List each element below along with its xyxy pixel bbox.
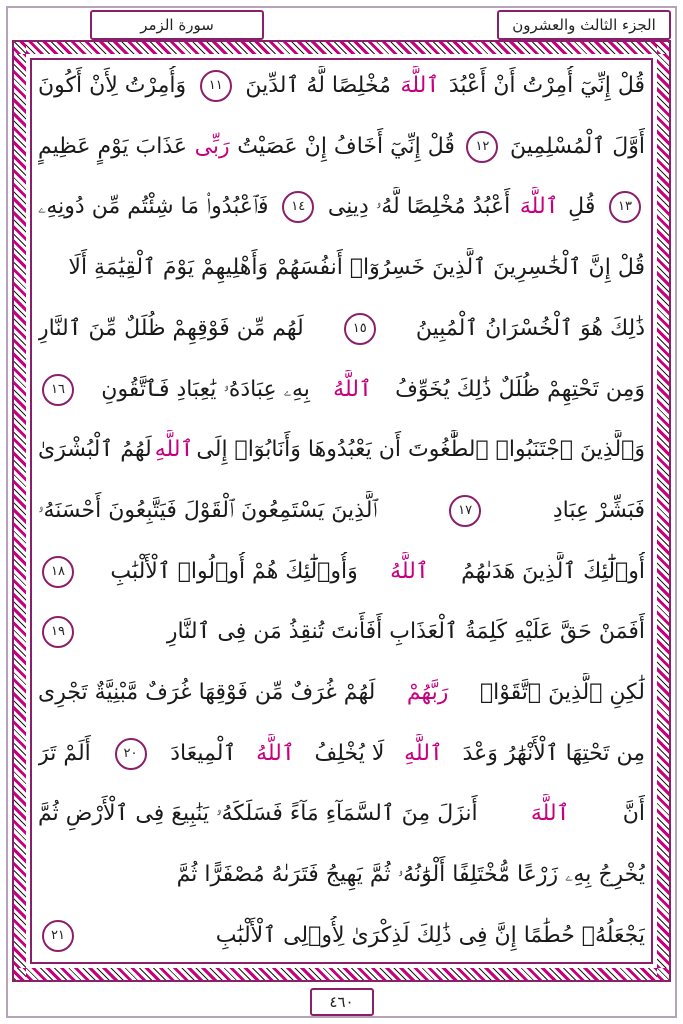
verse-text: فَٱعْبُدُوا۟ مَا شِئْتُم مِّن دُونِهِۦ bbox=[38, 194, 269, 220]
text-line bbox=[38, 309, 645, 349]
verse-text: ٱلَّذِينَ يَسْتَمِعُونَ ٱلْقَوْلَ فَيَتَّبِعُونَ أَحْسَنَهُۥ bbox=[38, 497, 378, 523]
verse-text: قُلْ إِنِّيٓ أَخَافُ إِنْ عَصَيْتُ bbox=[237, 133, 455, 159]
verse-text: مُخْلِصًا لَّهُ ٱلدِّينَ bbox=[245, 73, 391, 98]
verse-text: قُلْ إِنَّ ٱلْخَٰسِرِينَ ٱلَّذِينَ خَسِرُوٓا۟ أَنفُسَهُمْ وَأَهْلِيهِمْ يَوْمَ ٱلْقِيَٰمَةِ أَلَا bbox=[68, 255, 645, 281]
verse-text: عَذَابَ يَوْمٍ عَظِيمٍ bbox=[38, 133, 188, 159]
verse-text: لَٰكِنِ ٱلَّذِينَ ٱتَّقَوْا۟ bbox=[479, 680, 645, 706]
ayah-number-marker: ٢١ bbox=[42, 920, 74, 952]
text-line bbox=[38, 187, 645, 227]
divine-name-highlight: ٱللَّهِ bbox=[154, 437, 194, 463]
verse-text: وَأُو۟لَٰٓئِكَ هُمْ أُو۟لُوا۟ ٱلْأَلْبَٰبِ bbox=[110, 558, 358, 584]
surah-label-text: سورة الزمر bbox=[140, 16, 214, 34]
verse-text: أَلَمْ تَرَ bbox=[38, 740, 91, 766]
verse-text: فَبَشِّرْ عِبَادِ bbox=[552, 497, 645, 523]
text-line bbox=[38, 916, 645, 956]
ayah-number-marker: ١٤ bbox=[282, 191, 314, 223]
verse-text: يُخْرِجُ بِهِۦ زَرْعًا مُّخْتَلِفًا أَلْوَٰنُهُۥ ثُمَّ يَهِيجُ فَتَرَىٰهُ مُصْفَرًّا ثُمَّ bbox=[176, 862, 645, 888]
text-line bbox=[38, 855, 645, 895]
verse-text: أَفَمَنْ حَقَّ عَلَيْهِ كَلِمَةُ ٱلْعَذَابِ أَفَأَنتَ تُنقِذُ مَن فِى ٱلنَّارِ bbox=[166, 619, 645, 645]
verse-text: قُلِ bbox=[568, 194, 596, 220]
verse-text: يَجْعَلُهُۥ حُطَٰمًا إِنَّ فِى ذَٰلِكَ لَذِكْرَىٰ لِأُو۟لِى ٱلْأَلْبَٰبِ bbox=[215, 922, 645, 948]
ayah-number-marker: ١٢ bbox=[466, 131, 498, 163]
text-line bbox=[38, 734, 645, 774]
text-line bbox=[38, 612, 645, 652]
divine-name-highlight: رَبَّهُمْ bbox=[406, 680, 449, 706]
surah-label bbox=[90, 10, 264, 40]
ayah-number-marker: ١٨ bbox=[42, 556, 74, 588]
juz-label bbox=[497, 10, 671, 40]
verse-text: لَهُمُ ٱلْبُشْرَىٰ bbox=[38, 437, 152, 463]
verse-text: أَنَّ bbox=[622, 801, 645, 827]
divine-name-highlight: ٱللَّهَ bbox=[530, 801, 570, 827]
verse-text: ذَٰلِكَ هُوَ ٱلْخُسْرَانُ ٱلْمُبِينُ bbox=[415, 315, 645, 341]
verse-text: لَهُمْ غُرَفٌ مِّن فَوْقِهَا غُرَفٌ مَّبْنِيَّةٌ تَجْرِى bbox=[38, 680, 376, 706]
text-line bbox=[38, 66, 645, 106]
text-line bbox=[38, 370, 645, 410]
text-line bbox=[38, 673, 645, 713]
divine-name-highlight: ٱللَّهُ bbox=[256, 740, 295, 766]
text-line bbox=[38, 794, 645, 834]
verse-text: قُلْ إِنِّيٓ أُمِرْتُ أَنْ أَعْبُدَ bbox=[448, 73, 645, 98]
verse-text: وَٱلَّذِينَ ٱجْتَنَبُوا۟ ٱلطَّٰغُوتَ أَن يَعْبُدُوهَا وَأَنَابُوٓا۟ إِلَى bbox=[196, 437, 645, 463]
text-line bbox=[38, 430, 645, 470]
text-line bbox=[38, 127, 645, 167]
juz-label-text: الجزء الثالث والعشرون bbox=[512, 16, 656, 34]
verse-text: بِهِۦ عِبَادَهُۥ يَٰعِبَادِ فَٱتَّقُونِ bbox=[101, 376, 310, 402]
ayah-number-marker: ١٣ bbox=[609, 191, 641, 223]
ayah-number-marker: ١١ bbox=[200, 70, 232, 102]
divine-name-highlight: ٱللَّهَ bbox=[519, 194, 559, 220]
verse-text: مِن تَحْتِهَا ٱلْأَنْهَٰرُ وَعْدَ bbox=[462, 740, 645, 766]
divine-name-highlight: ٱللَّهَ bbox=[400, 73, 440, 98]
text-line bbox=[38, 248, 645, 288]
verse-text: وَمِن تَحْتِهِمْ ظُلَلٌ ذَٰلِكَ يُخَوِّفُ bbox=[395, 376, 645, 402]
text-line bbox=[38, 491, 645, 531]
divine-name-highlight: رَبِّى bbox=[194, 133, 230, 159]
page-number bbox=[310, 988, 374, 1016]
verse-text: أَوَّلَ ٱلْمُسْلِمِينَ bbox=[509, 133, 645, 159]
verse-text: ٱلْمِيعَادَ bbox=[170, 740, 237, 766]
verse-text: وَأُمِرْتُ لِأَنْ أَكُونَ bbox=[38, 73, 187, 98]
ayah-number-marker: ١٧ bbox=[449, 495, 481, 527]
divine-name-highlight: ٱللَّهُ bbox=[333, 376, 372, 402]
verse-text: لَهُم مِّن فَوْقِهِمْ ظُلَلٌ مِّنَ ٱلنَّارِ bbox=[38, 315, 304, 341]
ayah-number-marker: ١٦ bbox=[42, 374, 74, 406]
text-line bbox=[38, 552, 645, 592]
verse-text: لَا يُخْلِفُ bbox=[314, 740, 385, 766]
verse-text: أَعْبُدُ مُخْلِصًا لَّهُۥ دِينِى bbox=[327, 194, 511, 220]
divine-name-highlight: ٱللَّهِ bbox=[404, 740, 443, 766]
page-number-text: ٤٦٠ bbox=[329, 993, 354, 1011]
verse-text: أُو۟لَٰٓئِكَ ٱلَّذِينَ هَدَىٰهُمُ bbox=[461, 558, 645, 584]
ayah-number-marker: ١٩ bbox=[42, 616, 74, 648]
ayah-number-marker: ١٥ bbox=[344, 313, 376, 345]
quran-text-block bbox=[38, 66, 645, 956]
ayah-number-marker: ٢٠ bbox=[115, 738, 147, 770]
divine-name-highlight: ٱللَّهُ bbox=[390, 558, 429, 584]
verse-text: أَنزَلَ مِنَ ٱلسَّمَآءِ مَآءً فَسَلَكَهُۥ يَنَٰبِيعَ فِى ٱلْأَرْضِ ثُمَّ bbox=[38, 801, 478, 827]
